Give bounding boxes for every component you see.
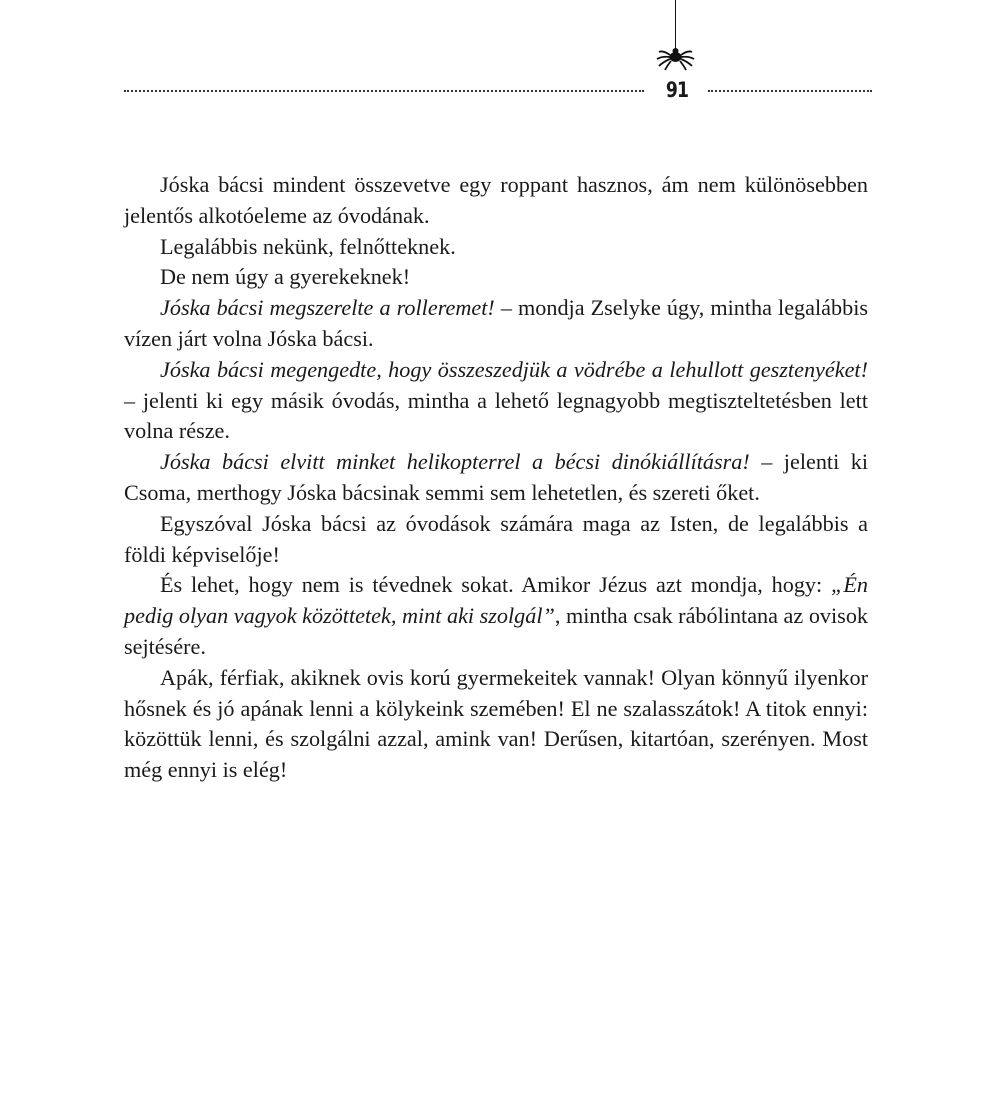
paragraph bbox=[124, 232, 868, 263]
quote-italic: Jóska bácsi megengedte, hogy összeszedjük a vödrébe a lehullott gesztenyéket! bbox=[160, 356, 868, 382]
paragraph bbox=[124, 170, 868, 232]
page-number: 91 bbox=[665, 78, 689, 102]
paragraph-text: , mintha csak rábólintana az ovisok sejtésére. bbox=[124, 603, 869, 659]
paragraph-text: Egyszóval Jóska bácsi az óvodások számára maga az Isten, de legalábbis a földi képviselője! bbox=[124, 510, 868, 567]
paragraph-text: – mondja Zselyke úgy, mintha legalábbis vízen járt volna Jóska bácsi. bbox=[124, 295, 868, 351]
paragraph-text: Legalábbis nekünk, felnőtteknek. bbox=[160, 233, 456, 259]
paragraph bbox=[124, 447, 868, 509]
body-text bbox=[124, 170, 868, 786]
paragraph-text: És lehet, hogy nem is tévednek sokat. Amikor Jézus azt mondja, hogy: bbox=[160, 572, 831, 598]
quote-italic: Jóska bácsi elvitt minket helikopterrel a bécsi dinókiállításra! bbox=[160, 449, 750, 475]
paragraph-text: De nem úgy a gyerekeknek! bbox=[160, 264, 411, 290]
paragraph-text: – jelenti ki egy másik óvodás, mintha a lehető legnagyobb megtiszteltetésben lett volna része. bbox=[124, 387, 868, 444]
paragraph bbox=[124, 293, 868, 355]
spider-icon bbox=[651, 0, 701, 72]
paragraph bbox=[124, 570, 868, 662]
paragraph-text: Jóska bácsi mindent összevetve egy roppant hasznos, ám nem különösebben jelentős alkotóeleme az óvodának. bbox=[124, 172, 868, 228]
quote-italic: Jóska bácsi megszerelte a rolleremet! bbox=[160, 295, 495, 321]
paragraph bbox=[124, 663, 868, 786]
paragraph-text: – jelenti ki Csoma, merthogy Jóska bácsinak semmi sem lehetetlen, és szereti őket. bbox=[124, 449, 868, 505]
paragraph-text: Apák, férfiak, akiknek ovis korú gyermekeitek vannak! Olyan könnyű ilyenkor hősnek és jó apának lenni a kölykeink szemében! El ne szalasszátok! A titok ennyi: közöttük lenni, és szolgálni azzal, amink van! Derűsen, kitartóan, szerényen. Most még ennyi is elég! bbox=[124, 664, 868, 783]
quote-italic: „Én pedig olyan vagyok közöttetek, mint aki szolgál” bbox=[124, 572, 868, 629]
header-rule-left bbox=[124, 90, 644, 92]
header-rule-right bbox=[708, 90, 872, 92]
paragraph bbox=[124, 509, 868, 571]
paragraph bbox=[124, 355, 868, 447]
paragraph bbox=[124, 262, 868, 293]
page-header bbox=[0, 0, 993, 110]
